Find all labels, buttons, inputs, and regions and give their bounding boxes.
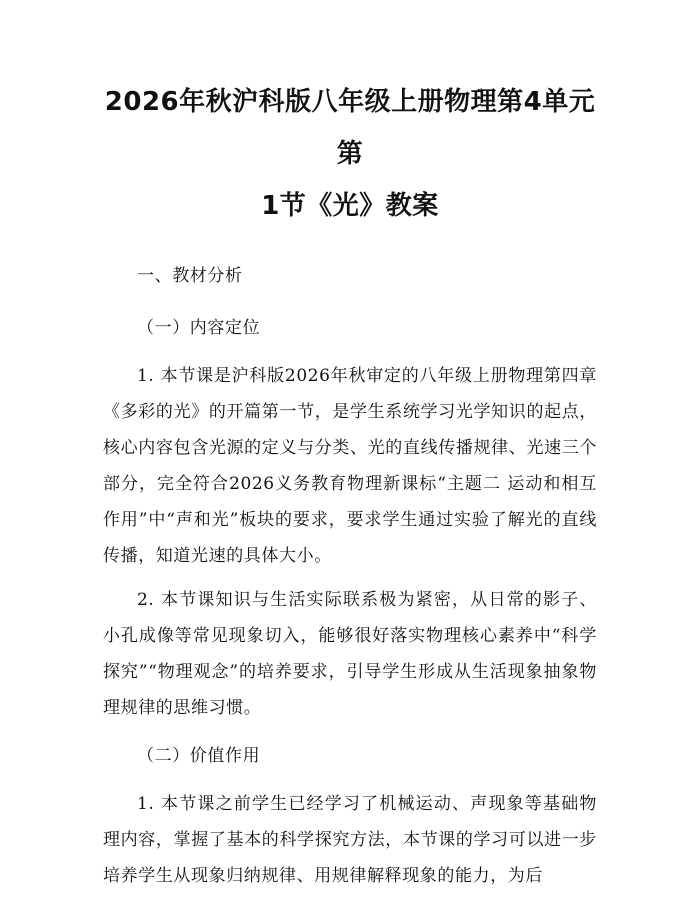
document-title (103, 76, 597, 232)
paragraph-1: 1. 本节课是沪科版2026年秋审定的八年级上册物理第四章《多彩的光》的开篇第一节，是学生系统学习光学知识的起点，核心内容包含光源的定义与分类、光的直线传播规律、光速三个部分，完全符合2026义务教育物理新课标“主题二 运动和相互作用”中“声和光”板块的要求，要求学生通过实验了解光的直线传播，知道光速的具体大小。 (103, 366, 597, 566)
subsection-heading-value-role: （二）价值作用 (137, 746, 261, 766)
paragraph-3: 1. 本节课之前学生已经学习了机械运动、声现象等基础物理内容，掌握了基本的科学探究方法，本节课的学习可以进一步培养学生从现象归纳规律、用规律解释现象的能力，为后 (103, 794, 597, 886)
subsection-heading-content-positioning: （一）内容定位 (137, 318, 261, 338)
paragraph-2: 2. 本节课知识与生活实际联系极为紧密，从日常的影子、小孔成像等常见现象切入，能够很好落实物理核心素养中“科学探究”“物理观念”的培养要求，引导学生形成从生活现象抽象物理规律的思维习惯。 (103, 590, 597, 718)
section-heading-textbook-analysis: 一、教材分析 (137, 266, 243, 286)
title-line-1: 2026年秋沪科版八年级上册物理第4单元第 (104, 87, 596, 169)
document-body (103, 254, 597, 902)
title-line-2: 1节《光》教案 (261, 191, 439, 221)
